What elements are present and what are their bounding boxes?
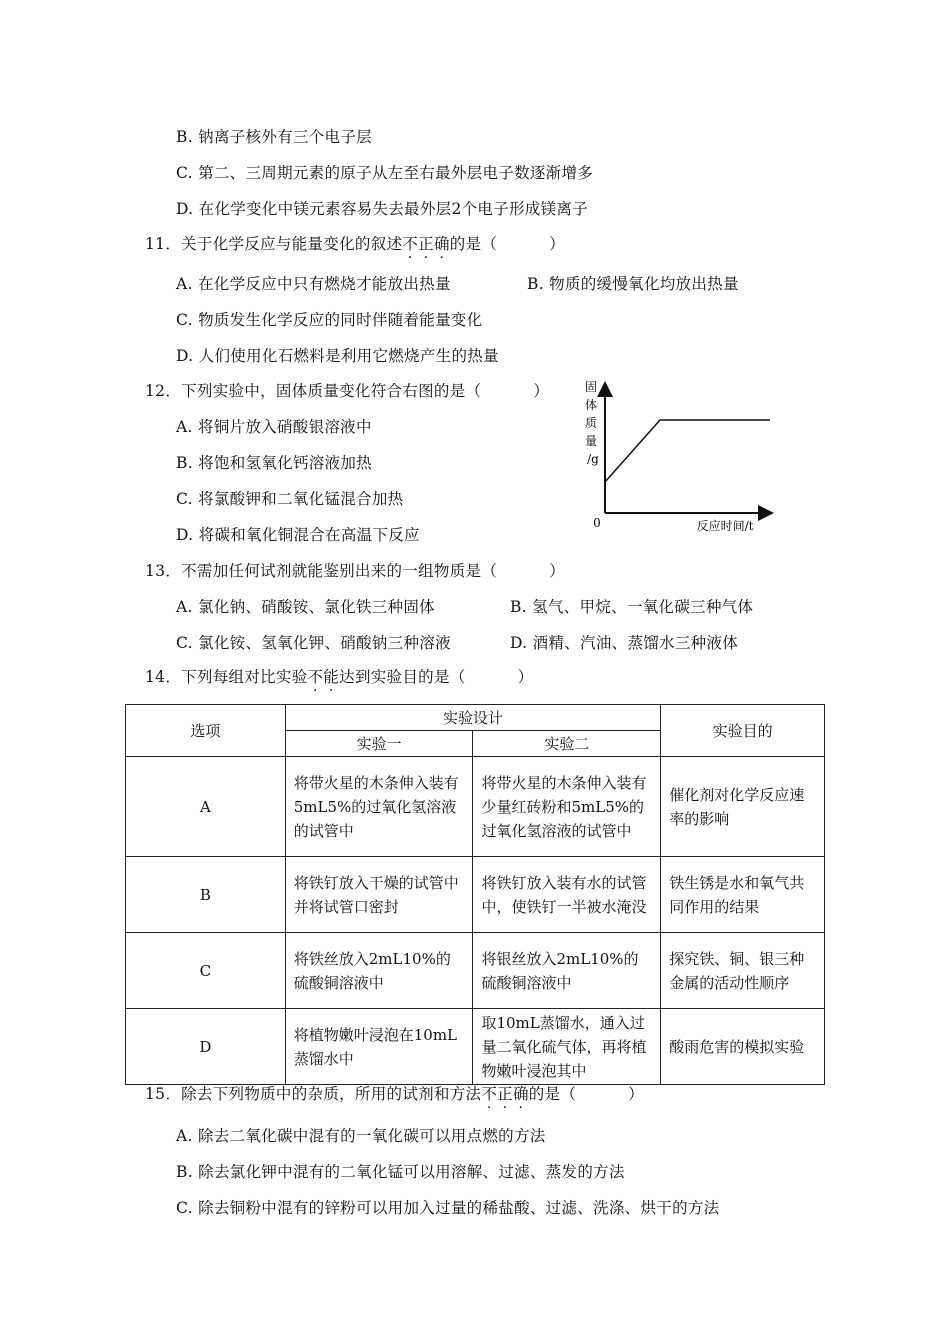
row-exp2: 取10mL蒸馏水，通入过量二氧化硫气体，再将植物嫩叶浸泡其中 bbox=[473, 1009, 661, 1085]
q11-option-d: D. 人们使用化石燃料是利用它燃烧产生的热量 bbox=[176, 347, 499, 365]
q12-stem: 12．下列实验中，固体质量变化符合右图的是（ ） bbox=[145, 382, 550, 400]
q15-option-b: B. 除去氯化钾中混有的二氧化锰可以用溶解、过滤、蒸发的方法 bbox=[176, 1163, 625, 1181]
mass-curve bbox=[605, 420, 770, 482]
q10-option-d: D. 在化学变化中镁元素容易失去最外层2个电子形成镁离子 bbox=[176, 200, 589, 218]
row-exp2: 将带火星的木条伸入装有少量红砖粉和5mL5%的过氧化氢溶液的试管中 bbox=[473, 757, 661, 857]
q11-option-c: C. 物质发生化学反应的同时伴随着能量变化 bbox=[176, 311, 483, 329]
q11-stem: 11．关于化学反应与能量变化的叙述不正确的是（ ） bbox=[145, 235, 565, 253]
ylabel-char: 量 bbox=[584, 434, 598, 448]
row-goal: 酸雨危害的模拟实验 bbox=[661, 1009, 825, 1085]
q13-stem: 13．不需加任何试剂就能鉴别出来的一组物质是（ ） bbox=[145, 562, 565, 580]
q13-option-d: D. 酒精、汽油、蒸馏水三种液体 bbox=[510, 634, 739, 652]
table-row bbox=[126, 933, 825, 1009]
q13-option-c: C. 氯化铵、氢氧化钾、硝酸钠三种溶液 bbox=[176, 634, 451, 652]
header-exp1: 实验一 bbox=[285, 731, 473, 757]
row-option: C bbox=[126, 933, 286, 1009]
q11-option-b: B. 物质的缓慢氧化均放出热量 bbox=[527, 275, 739, 293]
q15-option-a: A. 除去二氧化碳中混有的一氧化碳可以用点燃的方法 bbox=[176, 1127, 546, 1145]
q13-option-a: A. 氯化钠、硝酸铵、氯化铁三种固体 bbox=[176, 598, 435, 616]
q10-option-b: B. 钠离子核外有三个电子层 bbox=[176, 128, 372, 146]
q11-option-a: A. 在化学反应中只有燃烧才能放出热量 bbox=[176, 275, 451, 293]
ylabel-char: 质 bbox=[584, 416, 598, 430]
q12-option-c: C. 将氯酸钾和二氧化锰混合加热 bbox=[176, 490, 404, 508]
q12-mass-time-graph bbox=[580, 375, 780, 535]
row-exp1: 将铁丝放入2mL10%的硫酸铜溶液中 bbox=[285, 933, 473, 1009]
row-exp2: 将银丝放入2mL10%的硫酸铜溶液中 bbox=[473, 933, 661, 1009]
q12-option-d: D. 将碳和氧化铜混合在高温下反应 bbox=[176, 526, 420, 544]
q14-stem: 14．下列每组对比实验不能达到实验目的是（ ） bbox=[145, 668, 534, 686]
q15-option-c: C. 除去铜粉中混有的锌粉可以用加入过量的稀盐酸、过滤、洗涤、烘干的方法 bbox=[176, 1199, 720, 1217]
ylabel-char: 体 bbox=[584, 398, 598, 412]
row-goal: 铁生锈是水和氧气共同作用的结果 bbox=[661, 857, 825, 933]
row-goal: 探究铁、铜、银三种金属的活动性顺序 bbox=[661, 933, 825, 1009]
header-purpose: 实验目的 bbox=[661, 705, 825, 757]
header-design: 实验设计 bbox=[285, 705, 660, 731]
q12-option-b: B. 将饱和氢氧化钙溶液加热 bbox=[176, 454, 372, 472]
x-axis-label: 反应时间/t bbox=[696, 519, 754, 533]
table-row bbox=[126, 857, 825, 933]
q13-option-b: B. 氢气、甲烷、一氧化碳三种气体 bbox=[510, 598, 754, 616]
q14-experiment-table bbox=[125, 704, 825, 1085]
row-exp1: 将带火星的木条伸入装有5mL5%的过氧化氢溶液的试管中 bbox=[285, 757, 473, 857]
row-option: A bbox=[126, 757, 286, 857]
row-exp1: 将植物嫩叶浸泡在10mL蒸馏水中 bbox=[285, 1009, 473, 1085]
q12-option-a: A. 将铜片放入硝酸银溶液中 bbox=[176, 418, 372, 436]
ylabel-char: 固 bbox=[584, 380, 598, 394]
row-option: B bbox=[126, 857, 286, 933]
header-option: 选项 bbox=[126, 705, 286, 757]
q10-option-c: C. 第二、三周期元素的原子从左至右最外层电子数逐渐增多 bbox=[176, 164, 594, 182]
header-exp2: 实验二 bbox=[473, 731, 661, 757]
row-exp2: 将铁钉放入装有水的试管中，使铁钉一半被水淹没 bbox=[473, 857, 661, 933]
row-option: D bbox=[126, 1009, 286, 1085]
ylabel-unit: /g bbox=[587, 452, 599, 466]
row-goal: 催化剂对化学反应速率的影响 bbox=[661, 757, 825, 857]
row-exp1: 将铁钉放入干燥的试管中并将试管口密封 bbox=[285, 857, 473, 933]
origin-label: 0 bbox=[593, 516, 601, 530]
table-row bbox=[126, 757, 825, 857]
table-row bbox=[126, 1009, 825, 1085]
q15-stem: 15．除去下列物质中的杂质，所用的试剂和方法不正确的是（ ） bbox=[145, 1085, 644, 1103]
